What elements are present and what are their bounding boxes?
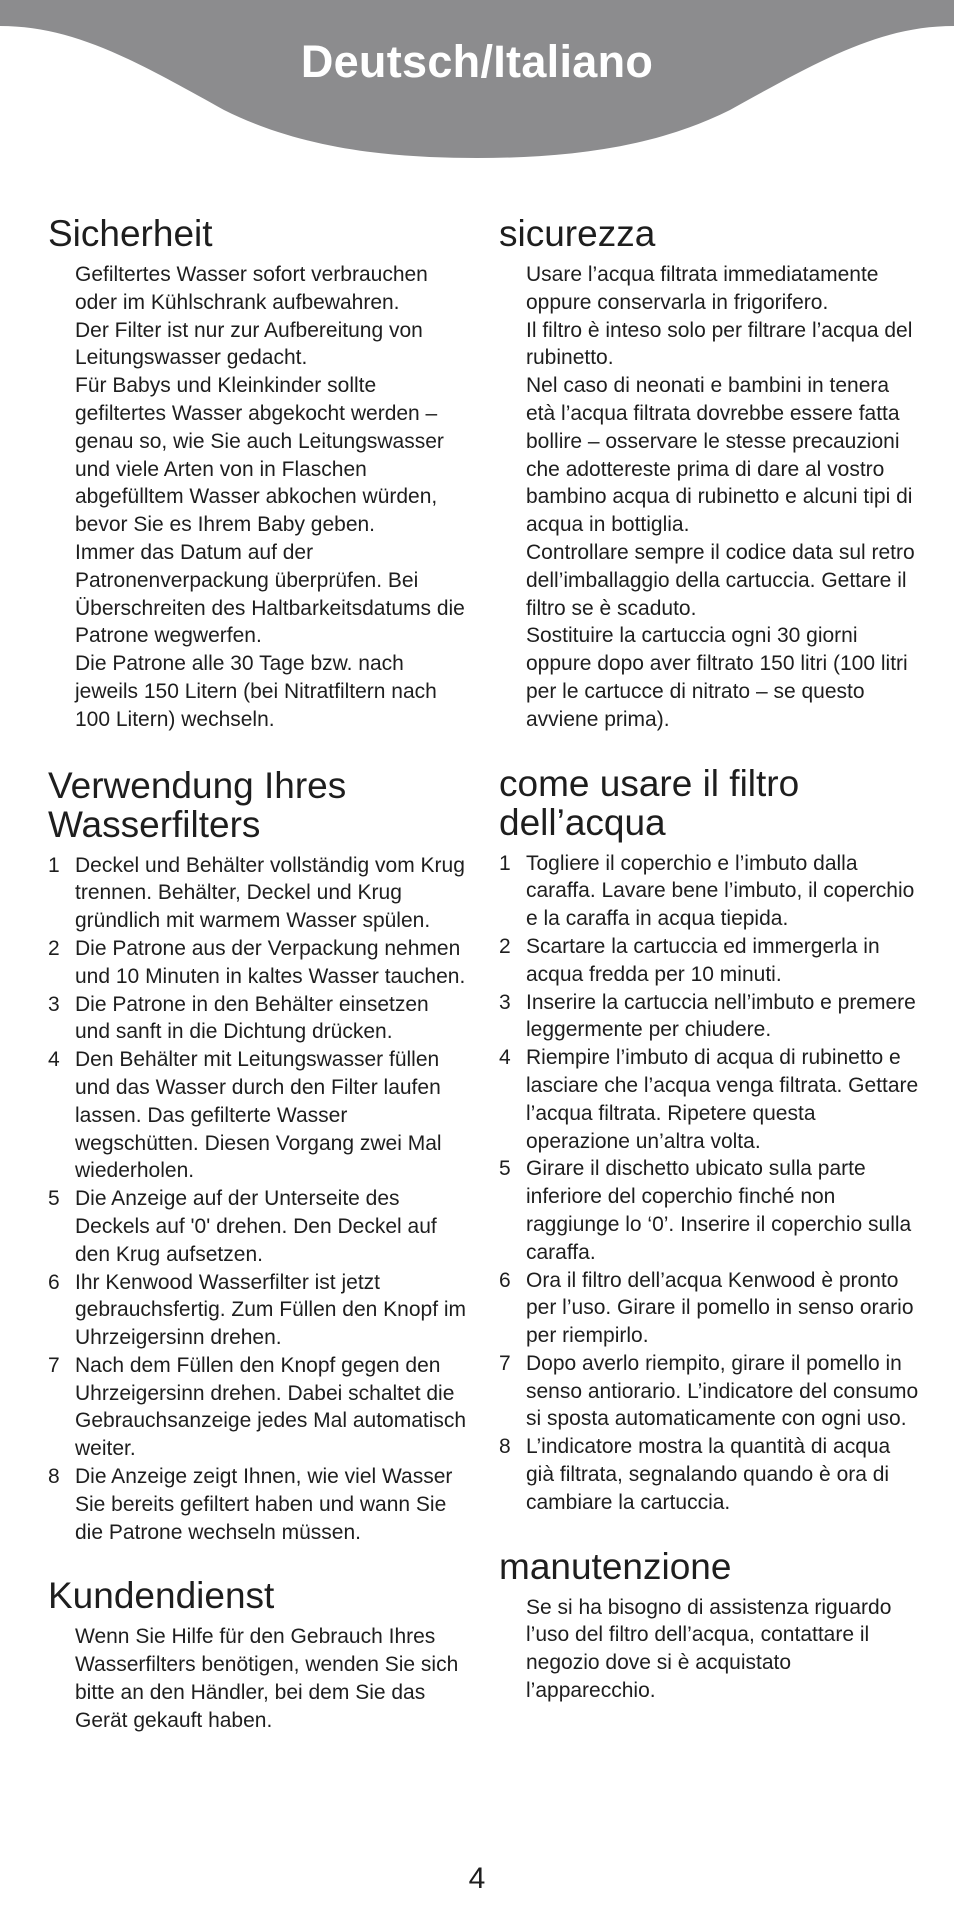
section-heading: sicurezza	[499, 213, 656, 254]
list-item	[499, 1155, 919, 1266]
step-number: 8	[48, 1465, 60, 1489]
step-number: 8	[499, 1435, 511, 1459]
section-body	[75, 261, 468, 734]
paragraph-line: Für Babys und Kleinkinder sollte gefiltertes Wasser abgekocht werden – genau so, wie Sie auch Leitungswasser und viele Arten von in Flaschen abgefülltem Wasser abkochen würden, bevor Sie es Ihrem Baby geben.	[75, 374, 444, 537]
section-heading: manutenzione	[499, 1545, 732, 1587]
german-column	[48, 214, 468, 1735]
paragraph-line: Gefiltertes Wasser sofort verbrauchen oder im Kühlschrank aufbewahren.	[75, 263, 428, 314]
step-number: 4	[48, 1048, 60, 1072]
service-section-de	[48, 1576, 468, 1734]
header-band	[0, 0, 954, 160]
step-text: Deckel und Behälter vollständig vom Krug trennen. Behälter, Deckel und Krug gründlich mit warmem Wasser spülen.	[75, 853, 465, 933]
step-text: Nach dem Füllen den Knopf gegen den Uhrzeigersinn drehen. Dabei schaltet die Gebrauchsanzeige jedes Mal automatisch weiter.	[75, 1353, 467, 1461]
step-text: Die Anzeige auf der Unterseite des Deckels auf '0' drehen. Den Deckel auf den Krug aufsetzen.	[75, 1187, 437, 1266]
list-item	[499, 1044, 919, 1155]
list-item	[48, 991, 468, 1047]
step-number: 5	[48, 1187, 60, 1211]
step-number: 3	[499, 990, 511, 1014]
step-number: 1	[48, 853, 60, 877]
step-text: Die Patrone in den Behälter einsetzen und sanft in die Dichtung drücken.	[75, 992, 429, 1044]
list-item	[499, 1433, 919, 1516]
step-text: Girare il dischetto ubicato sulla parte inferiore del coperchio finché non raggiunge lo ‘0’. Inserire il coperchio sulla caraffa.	[526, 1157, 912, 1264]
section-body	[75, 1623, 468, 1734]
step-text: Die Anzeige zeigt Ihnen, wie viel Wasser Sie bereits gefiltert haben und wann Sie die Patrone wechseln müssen.	[75, 1465, 453, 1544]
list-item	[499, 989, 919, 1045]
paragraph-line: Nel caso di neonati e bambini in tenera età l’acqua filtrata dovrebbe essere fatta bollire – osservare le stesse precauzioni che adottereste prima di dare al vostro bambino acqua di rubinetto e alcuni tipi di acqua in bottiglia.	[526, 374, 913, 537]
step-text: Riempire l’imbuto di acqua di rubinetto e lasciare che l’acqua venga filtrata. Gettare l’acqua filtrata. Ripetere questa operazione un’altra volta.	[526, 1046, 919, 1153]
step-number: 1	[499, 851, 511, 875]
list-item	[499, 1267, 919, 1350]
usage-section-de	[48, 766, 468, 1547]
step-number: 4	[499, 1046, 511, 1070]
step-text: Ora il filtro dell’acqua Kenwood è pronto per l’uso. Girare il pomello in senso orario per riempirlo.	[526, 1268, 914, 1348]
list-item	[48, 1046, 468, 1185]
list-item	[499, 933, 919, 989]
paragraph-line: Se si ha bisogno di assistenza riguardo l’uso del filtro dell’acqua, contattare il negozio dove si è acquistato l’apparecchio.	[526, 1595, 892, 1703]
section-body	[526, 1594, 919, 1705]
paragraph-line: Die Patrone alle 30 Tage bzw. nach jeweils 150 Litern (bei Nitratfiltern nach 100 Litern) wechseln.	[75, 652, 437, 731]
list-item	[48, 935, 468, 991]
paragraph-line: Il filtro è inteso solo per filtrare l’acqua del rubinetto.	[526, 318, 913, 370]
section-heading: Kundendienst	[48, 1575, 275, 1617]
list-item	[499, 850, 919, 933]
list-item	[48, 1463, 468, 1546]
step-number: 7	[48, 1353, 60, 1377]
step-text: Dopo averlo riempito, girare il pomello in senso antiorario. L’indicatore del consumo si sposta automaticamente con ogni uso.	[526, 1351, 919, 1431]
paragraph-line: Immer das Datum auf der Patronenverpackung überprüfen. Bei Überschreiten des Haltbarkeitsdatums die Patrone wegwerfen.	[75, 540, 465, 648]
list-item	[48, 852, 468, 935]
section-heading: Verwendung Ihres Wasserfilters	[48, 764, 347, 845]
list-item	[499, 1350, 919, 1433]
step-text: Togliere il coperchio e l’imbuto dalla caraffa. Lavare bene l’imbuto, il coperchio e la caraffa in acqua tiepida.	[526, 851, 915, 931]
step-number: 7	[499, 1351, 511, 1375]
steps-list	[48, 852, 468, 1547]
section-heading: Sicherheit	[48, 213, 213, 254]
step-number: 6	[48, 1270, 60, 1294]
paragraph-line: Usare l’acqua filtrata immediatamente oppure conservarla in frigorifero.	[526, 263, 879, 314]
step-text: Scartare la cartuccia ed immergerla in acqua fredda per 10 minuti.	[526, 934, 880, 986]
list-item	[48, 1352, 468, 1463]
paragraph-line: Wenn Sie Hilfe für den Gebrauch Ihres Wasserfilters benötigen, wenden Sie sich bitte an den Händler, bei dem Sie das Gerät gekauft haben.	[75, 1625, 459, 1732]
page-number: 4	[468, 1862, 486, 1895]
list-item	[48, 1185, 468, 1268]
list-item	[48, 1269, 468, 1352]
service-section-it	[499, 1547, 919, 1705]
step-text: L’indicatore mostra la quantità di acqua già filtrata, segnalando quando è ora di cambiare la cartuccia.	[526, 1435, 891, 1514]
safety-section-de	[48, 214, 468, 734]
step-number: 2	[48, 936, 60, 960]
section-heading: come usare il filtro dell’acqua	[499, 762, 800, 843]
steps-list	[499, 850, 919, 1517]
paragraph-line: Controllare sempre il codice data sul retro dell’imballaggio della cartuccia. Gettare il filtro se è scaduto.	[526, 540, 915, 620]
step-text: Den Behälter mit Leitungswasser füllen und das Wasser durch den Filter laufen lassen. Das gefilterte Wasser wegschütten. Diesen Vorgang zwei Mal wiederholen.	[75, 1048, 442, 1183]
safety-section-it	[499, 214, 919, 734]
step-text: Inserire la cartuccia nell’imbuto e premere leggermente per chiudere.	[526, 990, 916, 1042]
step-number: 5	[499, 1157, 511, 1181]
step-text: Die Patrone aus der Verpackung nehmen und 10 Minuten in kaltes Wasser tauchen.	[75, 936, 466, 988]
usage-section-it	[499, 764, 919, 1517]
section-body	[526, 261, 919, 734]
step-text: Ihr Kenwood Wasserfilter ist jetzt gebrauchsfertig. Zum Füllen den Knopf im Uhrzeigersinn drehen.	[75, 1270, 467, 1350]
italian-column	[499, 214, 919, 1705]
step-number: 3	[48, 992, 60, 1016]
page-title: Deutsch/Italiano	[300, 36, 654, 87]
step-number: 2	[499, 934, 511, 958]
paragraph-line: Der Filter ist nur zur Aufbereitung von Leitungswasser gedacht.	[75, 318, 423, 370]
step-number: 6	[499, 1268, 511, 1292]
paragraph-line: Sostituire la cartuccia ogni 30 giorni oppure dopo aver filtrato 150 litri (100 litri per le cartucce di nitrato – se questo avviene prima).	[526, 624, 908, 731]
